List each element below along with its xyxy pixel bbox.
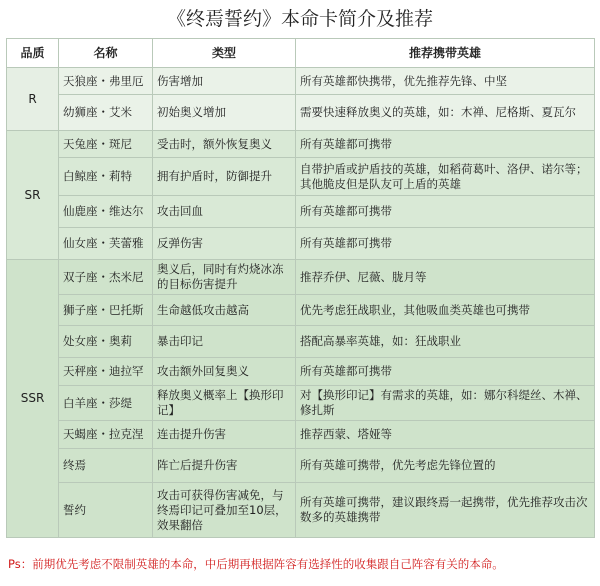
card-recommend: 所有英雄可携带，优先考虑先锋位置的 — [296, 449, 595, 483]
card-name: 狮子座・巴托斯 — [59, 295, 153, 326]
card-recommend: 优先考虑狂战职业，其他吸血类英雄也可携带 — [296, 295, 595, 326]
table-row — [7, 326, 595, 358]
table-row — [7, 295, 595, 326]
quality-cell: SSR — [7, 260, 59, 538]
quality-cell: R — [7, 68, 59, 131]
table-row — [7, 449, 595, 483]
page-title: 《终焉誓约》本命卡简介及推荐 — [166, 8, 433, 30]
card-type: 伤害增加 — [153, 68, 296, 95]
card-name: 天秤座・迪拉罕 — [59, 358, 153, 386]
card-type: 暴击印记 — [153, 326, 296, 358]
card-recommend: 对【换形印记】有需求的英雄，如：娜尔科缇丝、木禅、修扎斯 — [296, 386, 595, 421]
card-type: 连击提升伤害 — [153, 421, 296, 449]
header-name: 名称 — [59, 39, 153, 68]
card-type: 奥义后，同时有灼烧冰冻的目标伤害提升 — [153, 260, 296, 295]
card-name: 幼狮座・艾米 — [59, 95, 153, 131]
quality-cell: SR — [7, 131, 59, 260]
card-type: 攻击回血 — [153, 196, 296, 228]
table-row — [7, 228, 595, 260]
card-name: 白羊座・莎缇 — [59, 386, 153, 421]
card-type: 阵亡后提升伤害 — [153, 449, 296, 483]
card-recommend: 所有英雄都可携带 — [296, 358, 595, 386]
table-row — [7, 483, 595, 538]
card-name: 天蝎座・拉克涅 — [59, 421, 153, 449]
card-recommend: 所有英雄都可携带 — [296, 228, 595, 260]
card-recommend: 所有英雄都快携带，优先推荐先锋、中坚 — [296, 68, 595, 95]
card-recommend: 所有英雄都可携带 — [296, 196, 595, 228]
card-recommend: 自带护盾或护盾技的英雄，如稻荷葛叶、洛伊、诺尔等；其他脆皮但是队友可上盾的英雄 — [296, 158, 595, 196]
card-recommend: 需要快速释放奥义的英雄，如：木禅、尼格斯、夏瓦尔 — [296, 95, 595, 131]
table-row — [7, 131, 595, 158]
card-name: 处女座・奥莉 — [59, 326, 153, 358]
table-row — [7, 260, 595, 295]
card-recommend: 推荐乔伊、尼薇、胧月等 — [296, 260, 595, 295]
card-name: 天狼座・弗里厄 — [59, 68, 153, 95]
card-name: 仙女座・芙蕾雅 — [59, 228, 153, 260]
table-row — [7, 158, 595, 196]
card-type: 初始奥义增加 — [153, 95, 296, 131]
card-type: 生命越低攻击越高 — [153, 295, 296, 326]
card-recommend: 所有英雄可携带，建议跟终焉一起携带，优先推荐攻击次数多的英雄携带 — [296, 483, 595, 538]
card-name: 誓约 — [59, 483, 153, 538]
table-row — [7, 196, 595, 228]
card-name: 终焉 — [59, 449, 153, 483]
card-type: 受击时，额外恢复奥义 — [153, 131, 296, 158]
table-row — [7, 358, 595, 386]
card-name: 双子座・杰米尼 — [59, 260, 153, 295]
card-type: 释放奥义概率上【换形印记】 — [153, 386, 296, 421]
card-recommend: 推荐西蒙、塔娅等 — [296, 421, 595, 449]
card-name: 仙鹿座・维达尔 — [59, 196, 153, 228]
table-row — [7, 68, 595, 95]
card-type: 反弹伤害 — [153, 228, 296, 260]
header-quality: 品质 — [7, 39, 59, 68]
table-row — [7, 386, 595, 421]
table-row — [7, 95, 595, 131]
card-recommend: 搭配高暴率英雄，如：狂战职业 — [296, 326, 595, 358]
card-name: 天兔座・斑尼 — [59, 131, 153, 158]
header-recommend: 推荐携带英雄 — [296, 39, 595, 68]
card-name: 白鲸座・莉特 — [59, 158, 153, 196]
ps-note: Ps：前期优先考虑不限制英雄的本命，中后期再根据阵容有选择性的收集跟自己阵容有关的本命。 — [8, 557, 504, 571]
card-type: 攻击额外回复奥义 — [153, 358, 296, 386]
card-type: 拥有护盾时，防御提升 — [153, 158, 296, 196]
table-row — [7, 421, 595, 449]
header-type: 类型 — [153, 39, 296, 68]
card-recommend: 所有英雄都可携带 — [296, 131, 595, 158]
card-table — [6, 38, 595, 538]
header-row — [7, 39, 595, 68]
card-type: 攻击可获得伤害减免，与终焉印记可叠加至10层，效果翻倍 — [153, 483, 296, 538]
